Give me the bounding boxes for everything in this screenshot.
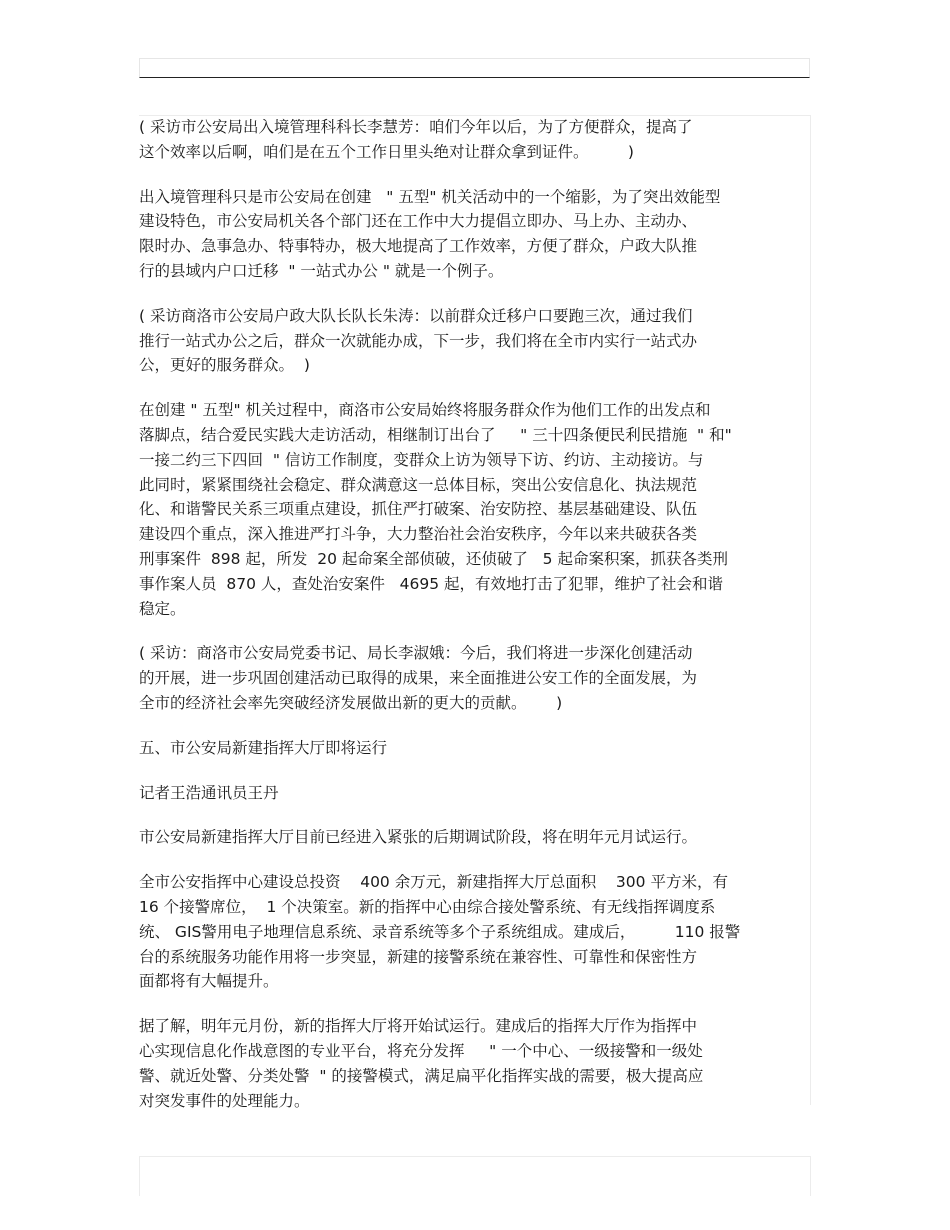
text-line: ( 采访市公安局出入境管理科科长李慧芳：咱们今年以后，为了方便群众，提高了 <box>139 118 693 136</box>
text-line: 的开展，进一步巩固创建活动已取得的成果，来全面推进公安工作的全面发展，为 <box>139 669 698 688</box>
footer-box <box>139 1156 811 1196</box>
paragraph-interview-lishue <box>139 641 804 715</box>
paragraph-command-hall-intro <box>139 825 804 850</box>
text-line: 限时办、急事急办、特事特办，极大地提高了工作效率，方便了群众，户政大队推 <box>139 237 698 256</box>
text-line: 全市公安指挥中心建设总投资 400 余万元，新建指挥大厅总面积 300 平方米，有 <box>139 873 728 892</box>
paragraph-interview-lihuifang <box>139 115 804 165</box>
text-line: ( 采访商洛市公安局户政大队长队长朱涛：以前群众迁移户口要跑三次，通过我们 <box>139 306 693 325</box>
paragraph-five-type <box>139 185 804 284</box>
text-line: 据了解，明年元月份，新的指挥大厅将开始试运行。建成后的指挥大厅作为指挥中 <box>139 1017 698 1036</box>
text-line: 此同时，紧紧围绕社会稳定、群众满意这一总体目标，突出公安信息化、执法规范 <box>139 475 698 494</box>
section-heading <box>139 736 804 761</box>
text-line: 对突发事件的处理能力。 <box>139 1091 310 1110</box>
paragraph-creation-process <box>139 398 804 621</box>
header-rule-box <box>139 58 810 78</box>
document-body <box>139 115 804 1113</box>
text-line: 刑事案件 898 起，所发 20 起命案全部侦破，还侦破了 5 起命案积案，抓获各类刑 <box>139 549 728 568</box>
text-line: 心实现信息化作战意图的专业平台，将充分发挥 " 一个中心、一级接警和一级处 <box>139 1041 703 1060</box>
text-line: 一接二约三下四回 " 信访工作制度，变群众上访为领导下访、约访、主动接访。与 <box>139 450 704 469</box>
paragraph-trial-run <box>139 1014 804 1113</box>
text-line: 面都将有大幅提升。 <box>139 972 279 991</box>
text-line: 化、和谐警民关系三项重点建设，抓住严打破案、治安防控、基层基础建设、队伍 <box>139 500 698 519</box>
text-line: ( 采访：商洛市公安局党委书记、局长李淑娥：今后，我们将进一步深化创建活动 <box>139 644 693 663</box>
text-line: 统、 GIS警用电子地理信息系统、录音系统等多个子系统组成。建成后， 110 报警 <box>139 922 741 941</box>
text-line: 落脚点，结合爱民实践大走访活动，相继制订出台了 " 三十四条便民利民措施 " 和" <box>139 425 732 444</box>
text-line: 稳定。 <box>139 599 186 618</box>
text-line: 出入境管理科只是市公安局在创建 " 五型" 机关活动中的一个缩影，为了突出效能型 <box>139 187 721 206</box>
text-line: 台的系统服务功能作用将一步突显，新建的接警系统在兼容性、可靠性和保密性方 <box>139 947 698 966</box>
paragraph-investment <box>139 870 804 994</box>
text-line: 建设特色，市公安局机关各个部门还在工作中大力提倡立即办、马上办、主动办、 <box>139 212 698 231</box>
text-line: 这个效率以后啊，咱们是在五个工作日里头绝对让群众拿到证件。 ) <box>139 142 634 161</box>
paragraph-interview-zhutao <box>139 304 804 378</box>
text-line: 公，更好的服务群众。 ) <box>139 356 310 375</box>
text-line: 警、就近处警、分类处警 " 的接警模式，满足扁平化指挥实战的需要，极大提高应 <box>139 1066 704 1085</box>
text-line: 全市的经济社会率先突破经济发展做出新的更大的贡献。 ) <box>139 693 563 712</box>
text-line: 建设四个重点，深入推进严打斗争，大力整治社会治安秩序，今年以来共破获各类 <box>139 525 698 544</box>
text-line: 五、市公安局新建指挥大厅即将运行 <box>139 738 388 757</box>
text-line: 推行一站式办公之后，群众一次就能办成，下一步，我们将在全市内实行一站式办 <box>139 331 698 350</box>
text-line: 行的县域内户口迁移 " 一站式办公 " 就是一个例子。 <box>139 261 504 280</box>
text-line: 16 个接警席位， 1 个决策室。新的指挥中心由综合接处警系统、有无线指挥调度系 <box>139 897 716 916</box>
text-line: 记者王浩通讯员王丹 <box>139 783 279 802</box>
byline <box>139 781 804 806</box>
text-line: 在创建 " 五型" 机关过程中，商洛市公安局始终将服务群众作为他们工作的出发点和 <box>139 401 711 420</box>
text-line: 市公安局新建指挥大厅目前已经进入紧张的后期调试阶段，将在明年元月试运行。 <box>139 828 698 847</box>
text-line: 事作案人员 870 人，查处治安案件 4695 起，有效地打击了犯罪，维护了社会和谐 <box>139 574 724 593</box>
